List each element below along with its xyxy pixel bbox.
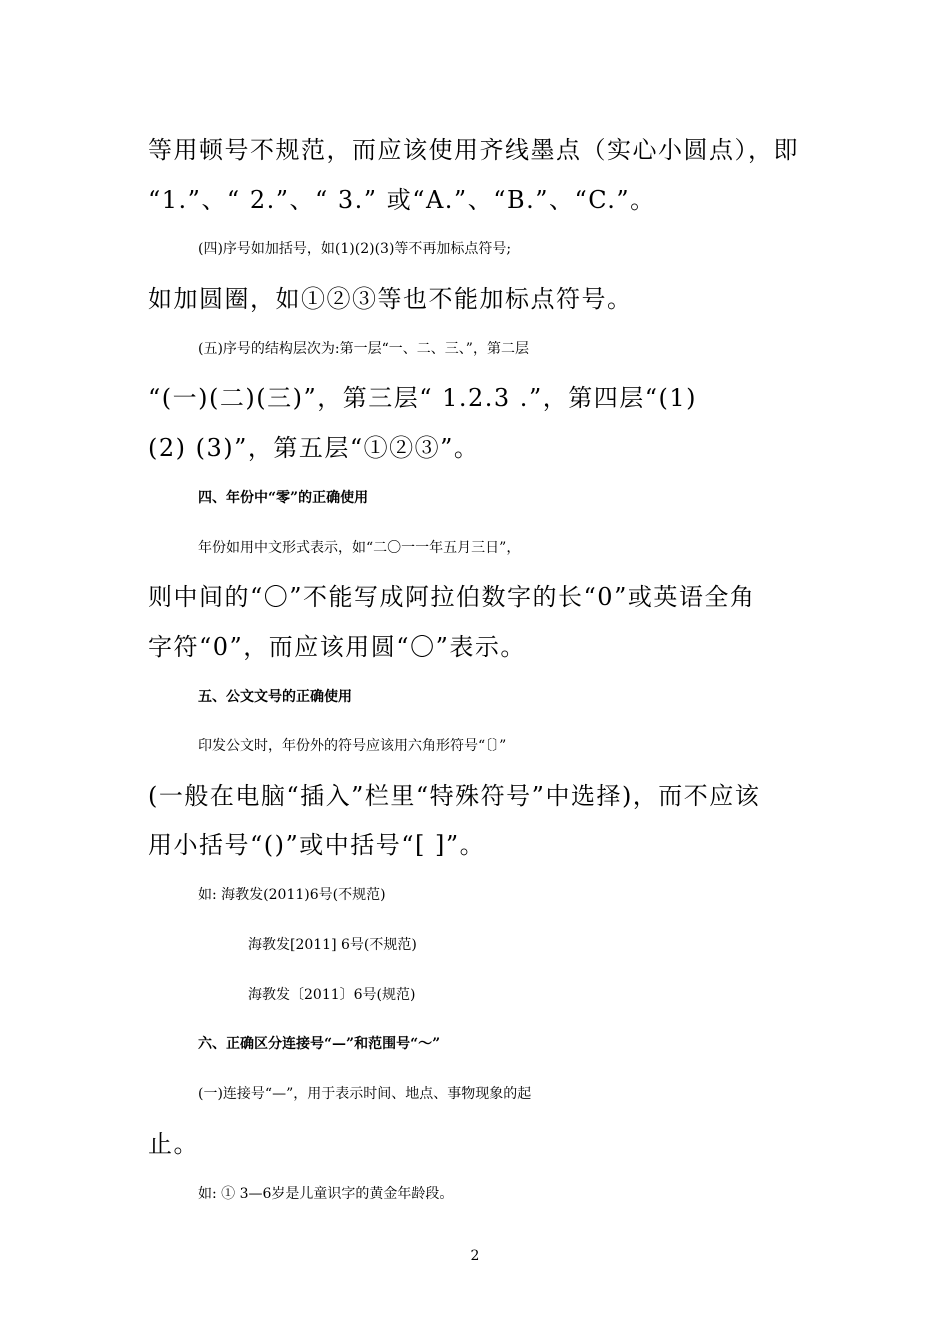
paragraph-line: 印发公文时，年份外的符号应该用六角形符号“〔〕” <box>198 738 507 754</box>
paragraph-line: 年份如用中文形式表示，如“二〇一一年五月三日”， <box>198 540 521 556</box>
paragraph-line: “(一)(二)(三)”，第三层“ 1.2.3 .”，第四层“(1) <box>148 384 697 412</box>
paragraph-line: (2) (3)”，第五层“①②③”。 <box>148 434 480 462</box>
paragraph-line: 用小括号“()”或中括号“[ ]”。 <box>148 831 486 859</box>
example-line: 如: ① 3—6岁是儿童识字的黄金年龄段。 <box>198 1186 454 1202</box>
paragraph-line: 则中间的“〇”不能写成阿拉伯数字的长“0”或英语全角 <box>148 583 756 611</box>
paragraph-line: (四)序号如加括号，如(1)(2)(3)等不再加标点符号; <box>198 241 512 257</box>
paragraph-line: “1.”、“ 2.”、“ 3.” 或“A.”、“B.”、“C.”。 <box>148 186 656 214</box>
example-line: 海教发[2011] 6号(不规范) <box>248 937 417 953</box>
example-line: 海教发〔2011〕6号(规范) <box>248 987 416 1003</box>
section-heading: 六、正确区分连接号“—”和范围号“～” <box>198 1036 441 1052</box>
example-line: 如: 海教发(2011)6号(不规范) <box>198 887 386 903</box>
paragraph-line: (一般在电脑“插入”栏里“特殊符号”中选择)，而不应该 <box>148 782 761 810</box>
paragraph-line: 字符“0”，而应该用圆“〇”表示。 <box>148 633 526 661</box>
paragraph-line: 等用顿号不规范，而应该使用齐线墨点（实心小圆点），即 <box>148 136 799 164</box>
paragraph-line: (五)序号的结构层次为:第一层“一、二、三、”，第二层 <box>198 341 529 357</box>
paragraph-line: (一)连接号“—”，用于表示时间、地点、事物现象的起 <box>198 1086 532 1102</box>
page-number: 2 <box>470 1248 480 1264</box>
section-heading: 四、年份中“零”的正确使用 <box>198 490 369 506</box>
paragraph-line: 止。 <box>148 1130 199 1158</box>
paragraph-line: 如加圆圈，如①②③等也不能加标点符号。 <box>148 285 633 313</box>
section-heading: 五、公文文号的正确使用 <box>198 689 352 705</box>
